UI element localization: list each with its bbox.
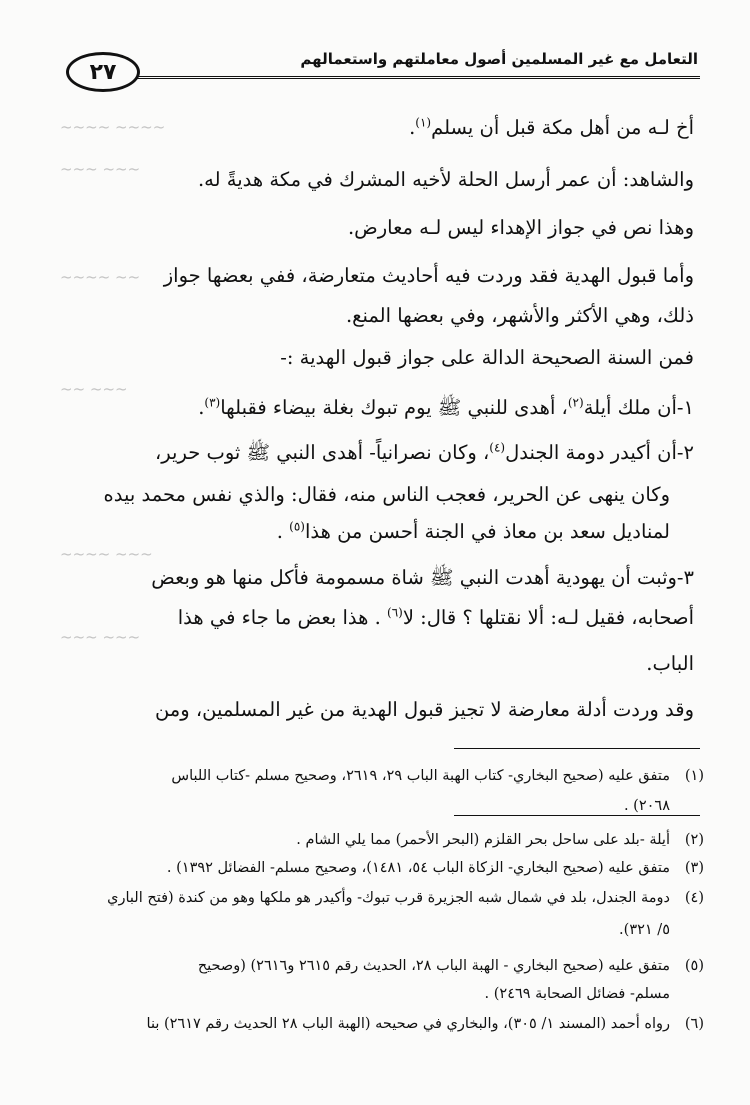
footnote-text: رواه أحمد (المسند ١/ ٣٠٥)، والبخاري في صحيحه (الهبة الباب ٢٨ الحديث رقم ٢٦١٧) بنا — [146, 1016, 670, 1032]
footnote-marker: (٤) — [489, 440, 506, 455]
body-line-text: وكان ينهى عن الحرير، فعجب الناس منه، فقال: والذي نفس محمد بيده — [103, 483, 670, 506]
body-line — [94, 560, 694, 596]
header-rule — [130, 76, 700, 79]
bleed-through-text: ~~~ ~~~ — [60, 160, 141, 178]
footnote-line — [64, 826, 704, 854]
footnote-text: متفق عليه (صحيح البخاري - الهبة الباب ٢٨، الحديث رقم ٢٦١٥ و٢٦١٦) (وصحيح — [197, 958, 670, 974]
body-line-text: أصحابه، فقيل لـه: ألا نقتلها ؟ قال: لا — [402, 606, 694, 629]
body-line — [94, 646, 694, 682]
footnote-line — [64, 762, 704, 790]
body-line-text: فمن السنة الصحيحة الدالة على جواز قبول الهدية :- — [280, 346, 694, 369]
footnote-marker: (٥) — [289, 519, 305, 534]
body-line-text: . — [276, 520, 290, 543]
body-line — [94, 692, 694, 728]
body-line — [94, 298, 694, 334]
body-line-text: . — [198, 396, 205, 419]
footnote-separator — [454, 748, 700, 749]
footnote-number: (٢) — [684, 832, 704, 848]
footnote-text: أيلة -بلد على ساحل بحر القلزم (البحر الأحمر) مما يلي الشام . — [296, 832, 670, 848]
bleed-through-text: ~~~ ~~~~ — [60, 545, 153, 563]
body-line — [94, 210, 694, 246]
footnote-text: مسلم- فضائل الصحابة ٢٤٦٩) . — [484, 986, 670, 1002]
body-line — [94, 477, 670, 513]
body-line-text: وهذا نص في جواز الإهداء ليس لـه معارض. — [347, 216, 694, 239]
running-header — [60, 44, 700, 94]
footnote-number: (٣) — [684, 860, 704, 876]
body-line-text: أخ لـه من أهل مكة قبل أن يسلم — [431, 116, 694, 139]
footnote-number: (٦) — [684, 1016, 704, 1032]
footnote-text: متفق عليه (صحيح البخاري- كتاب الهبة الباب ٢٩، ٢٦١٩، وصحيح مسلم -كتاب اللباس — [171, 768, 670, 784]
body-line — [94, 514, 670, 550]
footnote-text: متفق عليه (صحيح البخاري- الزكاة الباب ٥٤، ١٤٨١)، وصحيح مسلم- الفضائل ١٣٩٢) . — [166, 860, 670, 876]
body-line — [94, 110, 694, 146]
body-line — [94, 162, 694, 198]
body-line-text: لمناديل سعد بن معاذ في الجنة أحسن من هذا — [304, 520, 670, 543]
footnote-text: ٥/ ٣٢١). — [619, 922, 670, 938]
footnote-marker: (٢) — [567, 395, 584, 410]
body-line — [94, 340, 694, 376]
body-line — [94, 435, 694, 471]
footnote-text: دومة الجندل، بلد في شمال شبه الجزيرة قرب تبوك- وأكيدر هو ملكها وهو من كندة (فتح الباري — [107, 890, 670, 906]
footnote-line — [64, 916, 670, 944]
body-line-text: . — [409, 116, 416, 139]
footnote-line — [64, 884, 704, 912]
footnote-line — [64, 980, 670, 1008]
bleed-through-text: ~~~ ~~ — [60, 380, 128, 398]
body-line-text: وأما قبول الهدية فقد وردت فيه أحاديث متعارضة، ففي بعضها جواز — [163, 264, 694, 287]
body-line — [94, 600, 694, 636]
header-title: التعامل مع غير المسلمين أصول معاملتهم واستعمالهم — [300, 50, 698, 68]
footnote-number: (١) — [684, 768, 704, 784]
footnote-line — [64, 792, 670, 820]
footnote-line — [64, 952, 704, 980]
body-line — [94, 258, 694, 294]
body-line-text: ٣-وثبت أن يهودية أهدت النبي ﷺ شاة مسمومة فأكل منها هو وبعض — [151, 566, 694, 589]
footnote-marker: (١) — [415, 115, 432, 130]
page-number: ٢٧ — [66, 52, 140, 92]
body-line-text: والشاهد: أن عمر أرسل الحلة لأخيه المشرك في مكة هديةً له. — [197, 168, 694, 191]
footnote-text: ٢٠٦٨) . — [623, 798, 670, 814]
footnote-marker: (٦) — [387, 605, 403, 620]
body-line-text: ، أهدى للنبي ﷺ يوم تبوك بغلة بيضاء فقبلها — [220, 396, 568, 419]
body-line — [94, 390, 694, 426]
bleed-through-text: ~~~~ ~~~~ — [60, 118, 166, 136]
body-line-text: ، وكان نصرانياً- أهدى النبي ﷺ ثوب حرير، — [154, 441, 490, 464]
body-line-text: الباب. — [646, 652, 694, 675]
body-line-text: . هذا بعض ما جاء في هذا — [177, 606, 387, 629]
body-line-text: ١-أن ملك أيلة — [583, 396, 694, 419]
footnote-number: (٥) — [684, 958, 704, 974]
bleed-through-text: ~~ ~~~~ — [60, 268, 141, 286]
footnote-line — [64, 1010, 704, 1038]
footnote-line — [64, 854, 704, 882]
footnote-marker: (٣) — [204, 395, 221, 410]
bleed-through-text: ~~~ ~~~ — [60, 628, 141, 646]
footnote-number: (٤) — [684, 890, 704, 906]
body-line-text: ٢-أن أكيدر دومة الجندل — [505, 441, 694, 464]
body-line-text: ذلك، وهي الأكثر والأشهر، وفي بعضها المنع. — [345, 304, 694, 327]
body-line-text: وقد وردت أدلة معارضة لا تجيز قبول الهدية من غير المسلمين، ومن — [154, 698, 694, 721]
